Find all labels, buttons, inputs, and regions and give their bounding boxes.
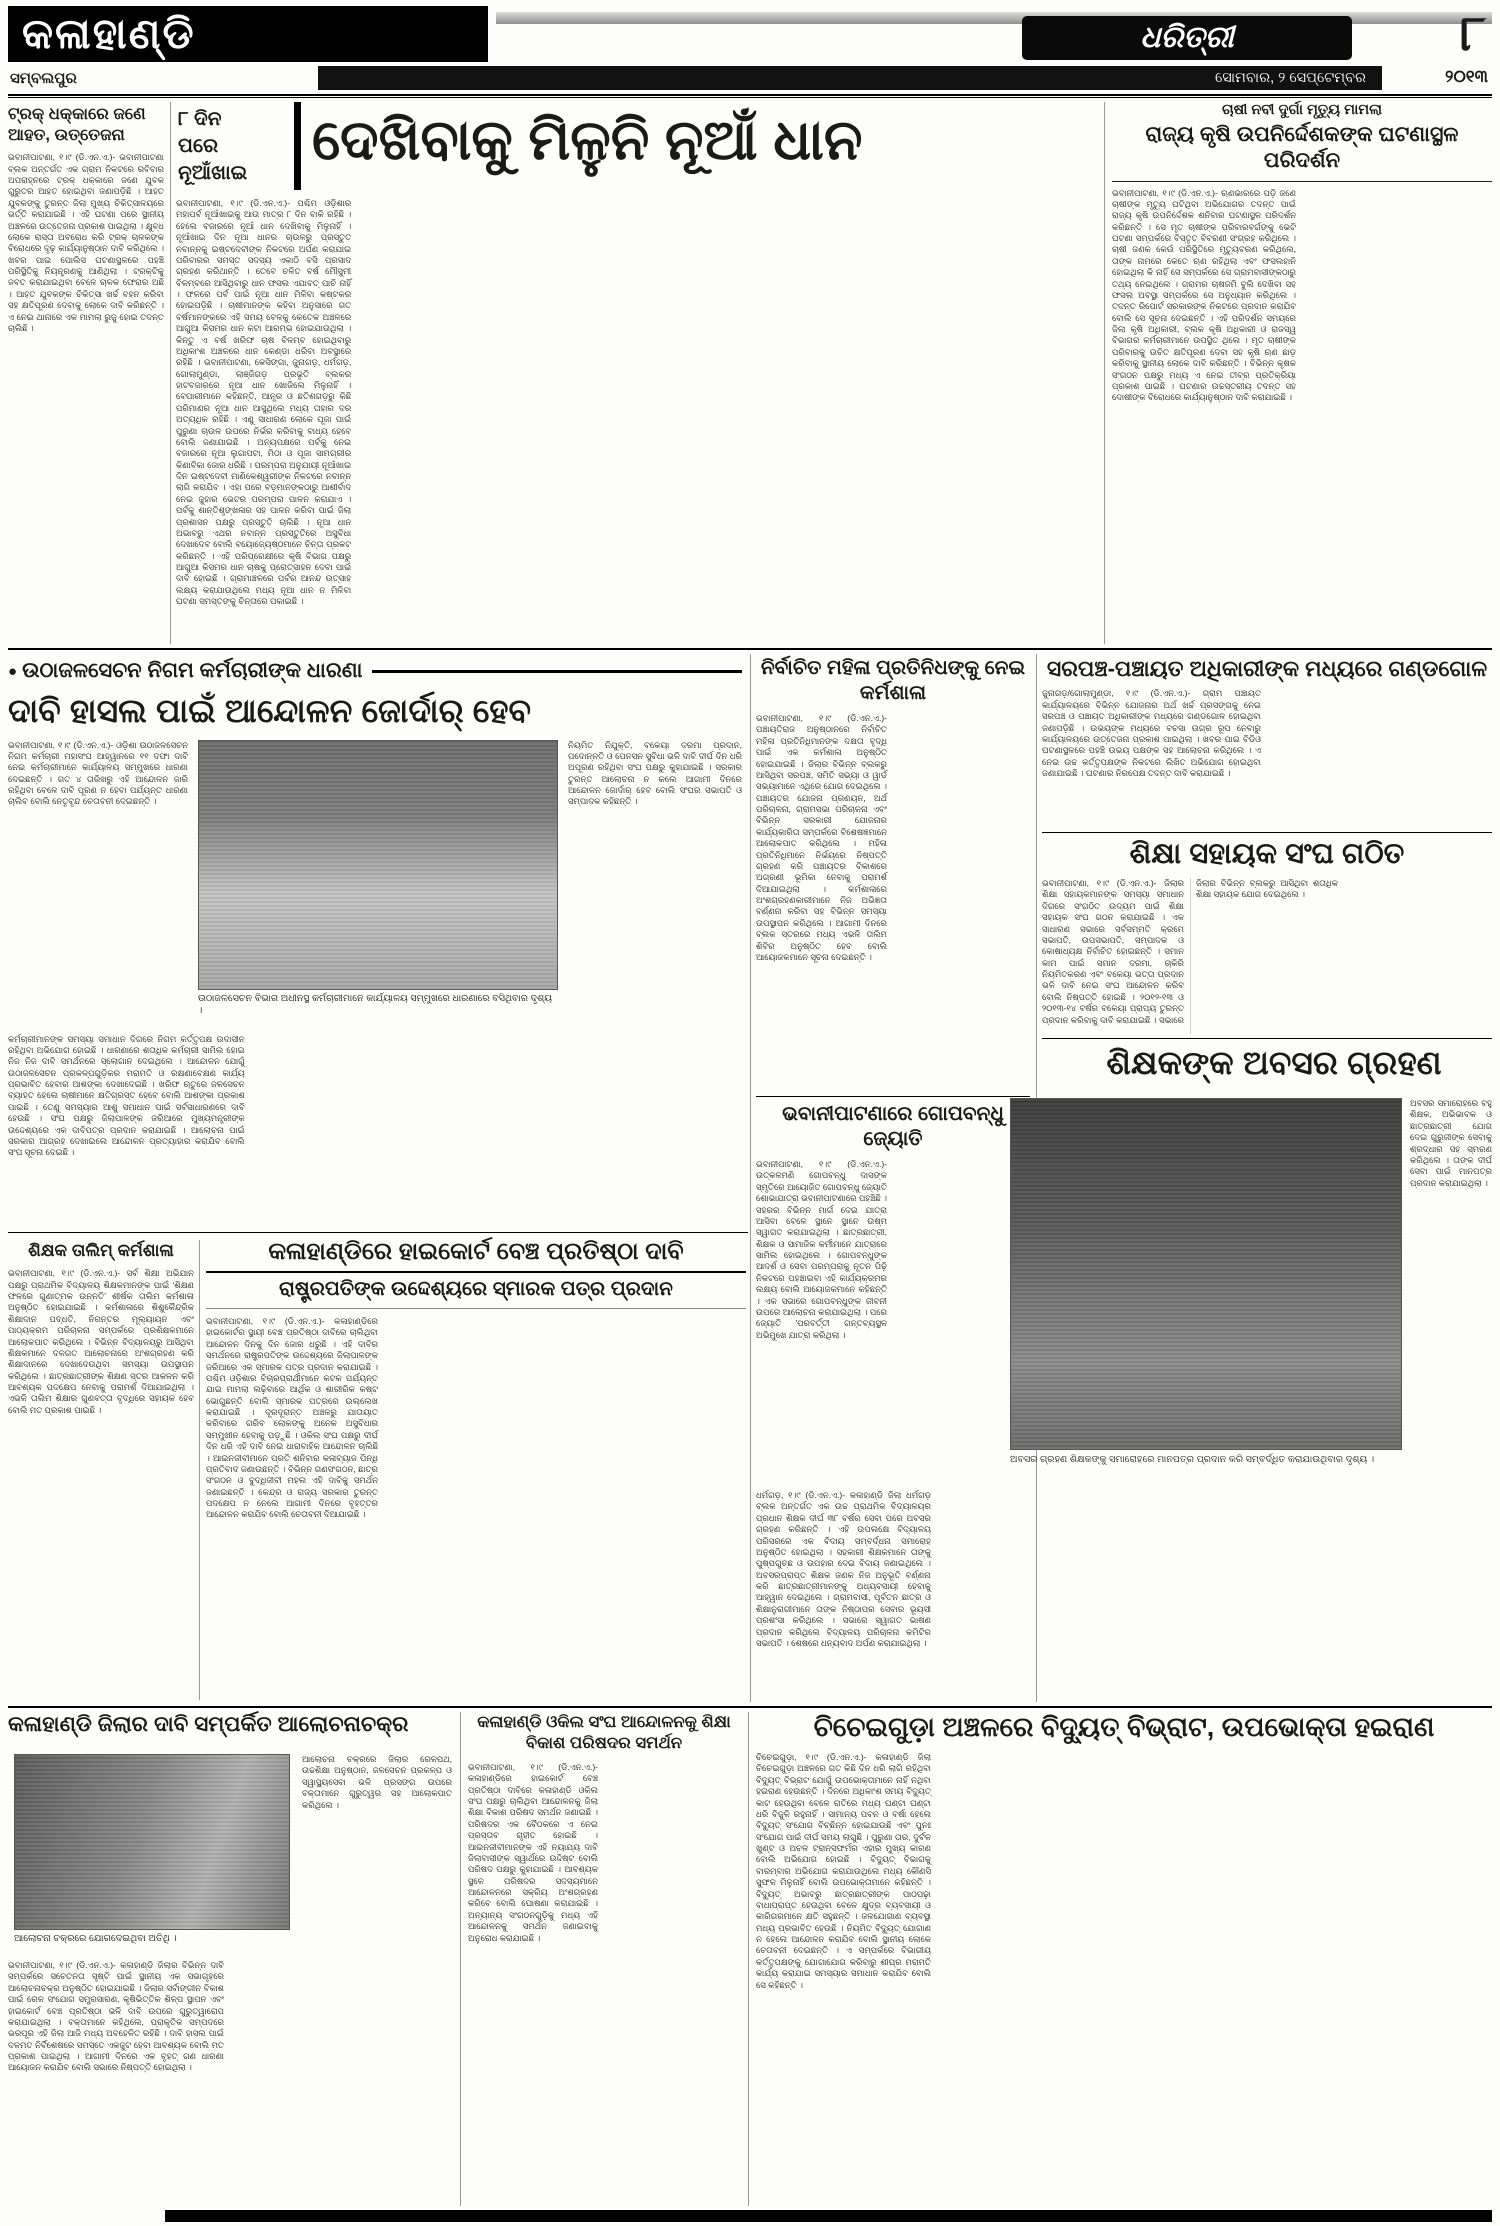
section-rule [8,1232,748,1233]
article-teacher-training [8,1240,194,1700]
article-body: ଭବାନୀପାଟଣା, ୧।୯ (ଡି.ଏନ.ଏ.)- ଭବାନୀପାଟଣା ବ୍ଲକ ଅନ୍ତର୍ଗତ ଏକ ଗ୍ରାମ ନିକଟରେ ରବିବାର ଅପରାହ୍ନରେ ଟ୍ରକ୍ ଧକ୍କାରେ ଜଣେ ଯୁବକ ଗୁରୁତର ଆହତ ହୋଇଥିବା ଜଣାପଡ଼ିଛି । ଆହତ ଯୁବକଙ୍କୁ ତୁରନ୍ତ ଜିଲା ମୁଖ୍ୟ ଚିକିତ୍ସାଳୟରେ ଭର୍ତ୍ତି କରାଯାଇଛି । ଏହି ଘଟଣା ପରେ ସ୍ଥାନୀୟ ଅଞ୍ଚଳରେ ଉତ୍ତେଜନା ପ୍ରକାଶ ପାଇଥିଲା । କ୍ଷୁବ୍ଧ ଲୋକେ ରାସ୍ତା ଅବରୋଧ କରି ଟ୍ରକ୍ ଚାଳକଙ୍କ ବିରୋଧରେ ଦୃଢ଼ କାର୍ଯ୍ୟାନୁଷ୍ଠାନ ଦାବି କରିଥିଲେ । ଖବର ପାଇ ପୋଲିସ ଘଟଣାସ୍ଥଳରେ ପହଞ୍ଚି ପରିସ୍ଥିତିକୁ ନିୟନ୍ତ୍ରଣକୁ ଆଣିଥିଲା । ଟ୍ରକ୍‌ଟିକୁ ଜବତ କରାଯାଇଥିବା ବେଳେ ଚାଳକ ଫେରାର ଅଛି । ଆହତ ଯୁବକଙ୍କ ଚିକିତ୍ସା ଖର୍ଚ୍ଚ ବହନ କରିବା ସହ କ୍ଷତିପୂରଣ ଦେବାକୁ ଲୋକେ ଦାବି କରିଛନ୍ତି । ଏ ନେଇ ଥାନାରେ ଏକ ମାମଲା ରୁଜୁ ହୋଇ ତଦନ୍ତ ଚାଲିଛି । [8,152,164,333]
city-name: ସମ୍ବଲପୁର [10,69,77,87]
article-body-bottom: କର୍ମଚାରୀମାନଙ୍କ ସମସ୍ୟା ସମାଧାନ ଦିଗରେ ନିଗମ କର୍ତ୍ତୃପକ୍ଷ ଉଦାସୀନ ରହିଥିବା ଅଭିଯୋଗ ହୋଇଛି । ଧାରଣାରେ ଶତାଧିକ କର୍ମଚାରୀ ସାମିଲ ହୋଇ ନିଜ ନିଜ ଦାବି ସମର୍ଥନରେ ସ୍ଲୋଗାନ ଦେଇଥିଲେ । ଆନ୍ଦୋଳନ ଯୋଗୁଁ ଉଠାଜଳସେଚନ ପ୍ରକଳ୍ପଗୁଡ଼ିକର ମରାମତି ଓ ରକ୍ଷଣାବେକ୍ଷଣ କାର୍ଯ୍ୟ ପ୍ରଭାବିତ ହେବାର ଆଶଙ୍କା ଦେଖାଦେଇଛି । ଖରିଫ ଋତୁରେ ଜଳସେଚନ ବ୍ୟାହତ ହେଲେ ଚାଷୀମାନେ କ୍ଷତିଗ୍ରସ୍ତ ହେବେ ବୋଲି ଆଶଙ୍କା ପ୍ରକାଶ ପାଇଛି । ତେଣୁ ସମସ୍ୟାର ଆଶୁ ସମାଧାନ ପାଇଁ ସର୍ବସାଧାରଣରେ ଦାବି ହେଉଛି । ସଂଘ ପକ୍ଷରୁ ଜିଲାପାଳଙ୍କ ଜରିଆରେ ମୁଖ୍ୟମନ୍ତ୍ରୀଙ୍କ ଉଦ୍ଦେଶ୍ୟରେ ଏକ ଦାବିପତ୍ର ପ୍ରଦାନ କରାଯାଇଛି । ଆଲୋଚନା ପାଇଁ ସରକାର ଆଗ୍ରହ ଦେଖାଇଲେ ଆନ୍ଦୋଳନ ପ୍ରତ୍ୟାହାର କରାଯିବ ବୋଲି ସଂଘ ସୂଚନା ଦେଇଛି । [8,1033,245,1158]
column-divider [1104,102,1105,644]
bullet-icon: ● [8,662,18,680]
bottom-edge-bar [165,2210,1492,2222]
column-divider [748,1712,749,2206]
edition-name: କଳାହାଣ୍ଡି [22,9,196,57]
year-value: ୨୦୧୩ [1445,67,1488,86]
article-title: ଚିଚେଇଗୁଡ଼ା ଅଞ୍ଚଳରେ ବିଦ୍ୟୁତ୍ ବିଭ୍ରାଟ, ଉପଭୋକ୍ତା ହଇରାଣ [813,1712,1435,1742]
article-district-demands-seminar [8,1712,452,2206]
kicker-line: ୮ ଦିନ [178,108,222,130]
article-title: ରାଜ୍ୟ କୃଷି ଉପନିର୍ଦ୍ଦେଶକଙ୍କ ଘଟଣାସ୍ଥଳ ପରିଦର୍ଶନ [1112,122,1492,182]
article-title: ଶିକ୍ଷକ ତାଲିମ୍ କର୍ମଶାଳା [28,1241,174,1260]
article-body: ଭବାନୀପାଟଣା, ୧।୯ (ଡି.ଏନ.ଏ.)- କଳାହାଣ୍ଡି ଜିଲାର ବିଭିନ୍ନ ଦାବି ସମ୍ପର୍କରେ ସଚେତନତା ସୃଷ୍ଟି ପାଇଁ ସ୍ଥାନୀୟ ଏକ ସଭାଗୃହରେ ଆଲୋଚନାଚକ୍ର ଅନୁଷ୍ଠିତ ହୋଇଯାଇଛି । ଜିଲାର ସର୍ବାଙ୍ଗୀନ ବିକାଶ ପାଇଁ ରେଳ ସଂଯୋଗ ସମ୍ପ୍ରସାରଣ, କୃଷିଭିତ୍ତିକ ଶିଳ୍ପ ସ୍ଥାପନ ଏବଂ ହାଇକୋର୍ଟ ବେଞ୍ଚ ପ୍ରତିଷ୍ଠା ଭଳି ଦାବି ଉପରେ ଗୁରୁତ୍ୱାରୋପ କରାଯାଇଥିଲା । ବକ୍ତାମାନେ କହିଥିଲେ, ପ୍ରାକୃତିକ ସମ୍ପଦରେ ଭରପୂର ଏହି ଜିଲା ଆଜି ମଧ୍ୟ ଅବହେଳିତ ରହିଛି । ଦାବି ହାସଲ ପାଇଁ ଦଳମତ ନିର୍ବିଶେଷରେ ସମସ୍ତେ ଏକଜୁଟ ହେବା ଆବଶ୍ୟକ ବୋଲି ମତ ପ୍ରକାଶ ପାଇଥିଲା । ଆଗାମୀ ଦିନରେ ଏକ ବୃହତ୍ ଗଣ ଧାରଣା ଆୟୋଜନ କରାଯିବ ବୋଲି ସଭାରେ ନିଷ୍ପତ୍ତି ହୋଇଥିଲା । [8,1960,224,2073]
section-rule [1042,1038,1492,1039]
article-power-disruption [756,1712,1492,2206]
date-bar [318,66,1382,90]
photo-caption: ଉଠାଜଳସେଚନ ବିଭାଗ ଅଧୀନସ୍ଥ କର୍ମଚାରୀମାନେ କାର୍ଯ୍ୟାଳୟ ସମ୍ମୁଖରେ ଧାରଣାରେ ବସିଥିବାର ଦୃଶ୍ୟ । [198,992,552,1016]
article-title: ସରପଞ୍ଚ-ପଞ୍ଚାୟତ ଅଧିକାରୀଙ୍କ ମଧ୍ୟରେ ଗଣ୍ଡଗୋଳ [1046,656,1488,681]
article-body: ଜୁନାଗଡ଼/ଗୋଲାମୁଣ୍ଡା, ୧।୯ (ଡି.ଏନ.ଏ.)- ଗ୍ରାମ ପଞ୍ଚାୟତ କାର୍ଯ୍ୟାଳୟରେ ବିଭିନ୍ନ ଯୋଜନାର ଅର୍ଥ ଖର୍ଚ୍ଚ ପ୍ରସଙ୍ଗକୁ ନେଇ ସରପଞ୍ଚ ଓ ପଞ୍ଚାୟତ ଅଧିକାରୀଙ୍କ ମଧ୍ୟରେ ଗଣ୍ଡଗୋଳ ହୋଇଥିବା ଜଣାପଡ଼ିଛି । ଉଭୟଙ୍କ ମଧ୍ୟରେ ବଚସା ଉଗ୍ର ରୂପ ନେବାରୁ କାର୍ଯ୍ୟାଳୟରେ ଉତ୍ତେଜନା ପ୍ରକାଶ ପାଇଥିଲା । ଖବର ପାଇ ବିଡିଓ ଘଟଣାସ୍ଥଳରେ ପହଞ୍ଚି ଉଭୟ ପକ୍ଷଙ୍କ ସହ ଆଲୋଚନା କରିଥିଲେ । ଏ ନେଇ ଉଚ୍ଚ କର୍ତ୍ତୃପକ୍ଷଙ୍କ ନିକଟରେ ଲିଖିତ ଅଭିଯୋଗ ହୋଇଥିବା ଜଣାଯାଇଛି । ଘଟଣାର ନିରପେକ୍ଷ ତଦନ୍ତ ଦାବି କରାଯାଇଛି । [1042,688,1261,779]
article-body: ଭବାନୀପାଟଣା, ୧।୯ (ଡି.ଏନ.ଏ.)- ଋଣଭାରରେ ପଡ଼ି ଜଣେ ଚାଷୀଙ୍କ ମୃତ୍ୟୁ ଘଟିଥିବା ଅଭିଯୋଗର ତଦନ୍ତ ପାଇଁ ରାଜ୍ୟ କୃଷି ଉପନିର୍ଦ୍ଦେଶକ ଶନିବାର ଘଟଣାସ୍ଥଳ ପରିଦର୍ଶନ କରିଛନ୍ତି । ସେ ମୃତ ଚାଷୀଙ୍କ ପରିବାରବର୍ଗଙ୍କୁ ଭେଟି ଘଟଣା ସମ୍ପର୍କରେ ବିସ୍ତୃତ ବିବରଣୀ ସଂଗ୍ରହ କରିଥିଲେ । ଚାଷୀ ଜଣକ କେଉଁ ପରିସ୍ଥିତିରେ ମୃତ୍ୟୁବରଣ କରିଥିଲେ, ତାଙ୍କ ନାମରେ କେତେ ଋଣ ରହିଥିଲା ଏବଂ ଫସଲହାନି ହୋଇଥିଲା କି ନାହିଁ ସେ ସମ୍ପର୍କରେ ସେ ଗ୍ରାମବାସୀଙ୍କଠାରୁ ତଥ୍ୟ ନେଇଥିଲେ । ଗ୍ରାମର ଚାଷଜମି ବୁଲି ଦେଖିବା ସହ ଫସଲ ଅବସ୍ଥା ସମ୍ପର୍କରେ ସେ ଅନୁଧ୍ୟାନ କରିଥିଲେ । ତଦନ୍ତ ରିପୋର୍ଟ ସରକାରଙ୍କ ନିକଟରେ ପ୍ରଦାନ କରାଯିବ ବୋଲି ସେ ସୂଚନା ଦେଇଛନ୍ତି । ଏହି ପରିଦର୍ଶନ ସମୟରେ ଜିଲା କୃଷି ଅଧିକାରୀ, ବ୍ଲକ କୃଷି ଅଧିକାରୀ ଓ ରାଜସ୍ୱ ବିଭାଗର କର୍ମଚାରୀମାନେ ଉପସ୍ଥିତ ଥିଲେ । ମୃତ ଚାଷୀଙ୍କ ପରିବାରକୁ ଉଚିତ କ୍ଷତିପୂରଣ ଦେବା ସହ କୃଷି ଋଣ ଛାଡ଼ କରିବାକୁ ସ୍ଥାନୀୟ ଲୋକେ ଦାବି କରିଛନ୍ତି । ବିଭିନ୍ନ କୃଷକ ସଂଗଠନ ପକ୍ଷରୁ ମଧ୍ୟ ଏ ନେଇ ତୀବ୍ର ପ୍ରତିକ୍ରିୟା ପ୍ରକାଶ ପାଇଛି । ଘଟଣାର ଉଚ୍ଚସ୍ତରୀୟ ତଦନ୍ତ ସହ ଦୋଷୀଙ୍କ ବିରୋଧରେ କାର୍ଯ୍ୟାନୁଷ୍ଠାନ ଦାବି କରାଯାଇଛି । [1112,187,1296,403]
retirement-photo-figure [1010,1098,1402,1450]
article-body-side: ଆଲୋଚନା ଚକ୍ରରେ ଜିଲାର ରେଳପଥ, ଉଚ୍ଚଶିକ୍ଷା ଅନୁଷ୍ଠାନ, ଜଳସେଚନ ପ୍ରକଳ୍ପ ଓ ସ୍ୱାସ୍ଥ୍ୟସେବା ଭଳି ପ୍ରସଙ୍ଗ ଉପରେ ବକ୍ତାମାନେ ଗୁରୁତ୍ୱର ସହ ଆଲୋକପାତ କରିଥିଲେ । [302,1754,452,1810]
article-body: ଭବାନୀପାଟଣା, ୧।୯ (ଡି.ଏନ.ଏ.)- କଳାହାଣ୍ଡିରେ ହାଇକୋର୍ଟ ବେଞ୍ଚ ପ୍ରତିଷ୍ଠା ଦାବିରେ କଳାହାଣ୍ଡି ଓକିଲ ସଂଘ ପକ୍ଷରୁ ଚାଲିଥିବା ଆନ୍ଦୋଳନକୁ ଜିଲା ଶିକ୍ଷା ବିକାଶ ପରିଷଦ ସମର୍ଥନ ଜଣାଇଛି । ପରିଷଦର ଏକ ବୈଠକରେ ଏ ନେଇ ପ୍ରସ୍ତାବ ଗୃହୀତ ହୋଇଛି । ଆଇନଜୀବୀମାନଙ୍କ ଏହି ନ୍ୟାଯ୍ୟ ଦାବି ଜିଲାବାସୀଙ୍କ ସ୍ୱାର୍ଥରେ ଉଦ୍ଦିଷ୍ଟ ବୋଲି ପରିଷଦ ପକ୍ଷରୁ କୁହାଯାଇଛି । ଆବଶ୍ୟକ ସ୍ଥଳେ ପରିଷଦର ସଦସ୍ୟମାନେ ଆନ୍ଦୋଳନରେ ସକ୍ରିୟ ଅଂଶଗ୍ରହଣ କରିବେ ବୋଲି ଘୋଷଣା କରାଯାଇଛି । ଅନ୍ୟାନ୍ୟ ସଂଗଠନଗୁଡ଼ିକୁ ମଧ୍ୟ ଏହି ଆନ୍ଦୋଳନକୁ ସମର୍ଥନ ଜଣାଇବାକୁ ଅନୁରୋଧ କରାଯାଇଛି । [468,1761,598,1943]
photo-caption: ଆଲୋଚନା ଚକ୍ରରେ ଯୋଗଦେଇଥିବା ଅତିଥି । [14,1933,177,1944]
article-title: କଳାହାଣ୍ଡି ଓକିଲ ସଂଘ ଆନ୍ଦୋଳନକୁ ଶିକ୍ଷା ବିକାଶ ପରିଷଦର ସମର୍ଥନ [477,1713,731,1753]
page-number-value: ୮ [1459,4,1486,61]
column-divider [170,102,171,644]
year-label [1390,63,1492,91]
article-body: ଚିଚେଇଗୁଡ଼ା, ୧।୯ (ଡି.ଏନ.ଏ.)- କଳାହାଣ୍ଡି ଜିଲା ଚିଚେଇଗୁଡ଼ା ଅଞ୍ଚଳରେ ଗତ କିଛି ଦିନ ଧରି ଲାଗି ରହିଥିବା ବିଦ୍ୟୁତ୍ ବିଭ୍ରାଟ ଯୋଗୁଁ ଉପଭୋକ୍ତାମାନେ ନାହିଁ ନଥିବା ହଇରାଣ ହେଉଛନ୍ତି । ଦିନରେ ଅଧିକାଂଶ ସମୟ ବିଦ୍ୟୁତ୍ କାଟ ହେଉଥିବା ବେଳେ ରାତିରେ ମଧ୍ୟ ଘଣ୍ଟା ଘଣ୍ଟା ଧରି ବିଜୁଳି ରହୁନାହିଁ । ସାମାନ୍ୟ ପବନ ଓ ବର୍ଷା ହେଲେ ବିଦ୍ୟୁତ୍ ସଂଯୋଗ ବିଚ୍ଛିନ୍ନ ହୋଇଯାଉଛି ଏବଂ ପୁନଃ ସଂଯୋଗ ପାଇଁ ଦୀର୍ଘ ସମୟ ଲାଗୁଛି । ପୁରୁଣା ତାର, ଦୁର୍ବଳ ଖୁଣ୍ଟ ଓ ଅଚଳ ଟ୍ରାନ୍ସଫର୍ମର ଏହାର ମୁଖ୍ୟ କାରଣ ବୋଲି ଅଭିଯୋଗ ହୋଇଛି । ବିଦ୍ୟୁତ୍ ବିଭାଗକୁ ବାରମ୍ବାର ଅଭିଯୋଗ କରାଯାଉଥିଲେ ମଧ୍ୟ କୌଣସି ସୁଫଳ ମିଳୁନାହିଁ ବୋଲି ଉପଭୋକ୍ତାମାନେ କହିଛନ୍ତି । ବିଦ୍ୟୁତ୍ ଅଭାବରୁ ଛାତ୍ରଛାତ୍ରୀଙ୍କ ପାଠପଢ଼ା ବାଧାପ୍ରାପ୍ତ ହେଉଥିବା ବେଳେ କ୍ଷୁଦ୍ର ବ୍ୟବସାୟୀ ଓ କାରିଗରମାନେ କ୍ଷତି ସହୁଛନ୍ତି । ଜଳଯୋଗାଣ ବ୍ୟବସ୍ଥା ମଧ୍ୟ ପ୍ରଭାବିତ ହେଉଛି । ନିୟମିତ ବିଦ୍ୟୁତ୍ ଯୋଗାଣ ନ ହେଲେ ଆନ୍ଦୋଳନ କରାଯିବ ବୋଲି ସ୍ଥାନୀୟ ଲୋକେ ଚେତାବନୀ ଦେଇଛନ୍ତି । ଏ ସମ୍ପର୍କରେ ବିଭାଗୀୟ କର୍ତ୍ତୃପକ୍ଷଙ୍କୁ ଯୋଗାଯୋଗ କରିବାରୁ ଶୀଘ୍ର ମରାମତି କାର୍ଯ୍ୟ କରାଯାଇ ସମସ୍ୟାର ସମାଧାନ କରାଯିବ ବୋଲି ସେ କହିଛନ୍ତି । [756,1752,931,1990]
article-title: ଦାବି ହାସଲ ପାଇଁ ଆନ୍ଦୋଳନ ଜୋର୍ଦାର୍ ହେବ [8,692,532,729]
city-label [10,64,77,92]
kicker-line: ପରେ [178,135,219,157]
article-body: ଭବାନୀପାଟଣା, ୧।୯ (ଡି.ଏନ.ଏ.)- ଉତ୍କଳମଣି ଗୋପବନ୍ଧୁ ଦାସଙ୍କ ସ୍ମୃତିରେ ଆୟୋଜିତ ଗୋପବନ୍ଧୁ ଜ୍ୟୋତି ଶୋଭାଯାତ୍ରା ଭବାନୀପାଟଣାରେ ପହଞ୍ଚିଛି । ସହରର ବିଭିନ୍ନ ମାର୍ଗ ଦେଇ ଯାତ୍ରା ଆସିବା ବେଳେ ସ୍ଥାନେ ସ୍ଥାନେ ଉଷ୍ମ ସ୍ୱାଗତ କରାଯାଇଥିଲା । ଛାତ୍ରଛାତ୍ରୀ, ଶିକ୍ଷକ ଓ ସାମାଜିକ କର୍ମୀମାନେ ଯାତ୍ରାରେ ସାମିଲ ହୋଇଥିଲେ । ଗୋପବନ୍ଧୁଙ୍କ ଆଦର୍ଶ ଓ ସେବା ପରମ୍ପରାକୁ ନୂତନ ପିଢ଼ି ନିକଟରେ ପହଞ୍ଚାଇବା ଏହି କାର୍ଯ୍ୟକ୍ରମର ଲକ୍ଷ୍ୟ ବୋଲି ଆୟୋଜକମାନେ କହିଛନ୍ତି । ଏକ ସଭାରେ ଗୋପବନ୍ଧୁଙ୍କ ଜୀବନୀ ଉପରେ ଆଲୋଚନା କରାଯାଇଥିଲା । ପରେ ଜ୍ୟୋତି 'ପରବର୍ତ୍ତୀ ଗନ୍ତବ୍ୟସ୍ଥଳ ଅଭିମୁଖେ ଯାତ୍ରା କରିଥିଲା । [756,1159,887,1340]
article-farmer-death-inspection [1112,102,1492,644]
article-lawyers-support [468,1712,740,2206]
article-body-right: ନିୟମିତ ନିଯୁକ୍ତି, ବକେୟା ଦରମା ପ୍ରଦାନ, ପଦୋନ୍ନତି ଓ ପେନସନ ସୁବିଧା ଭଳି ଦାବି ଦୀର୍ଘ ଦିନ ଧରି ଅପୂରଣ ରହିଥିବା ସଂଘ ପକ୍ଷରୁ କୁହାଯାଇଛି । ସରକାର ତୁରନ୍ତ ଆଲୋଚନା ନ କଲେ ଆଗାମୀ ଦିନରେ ଆନ୍ଦୋଳନ ଜୋର୍ଦାର୍ ହେବ ବୋଲି ସଂଘର ସଭାପତି ଓ ସମ୍ପାଦକ କହିଛନ୍ତି । [568,739,742,807]
kicker-rule [372,670,742,673]
article-title: କଳାହାଣ୍ଡି ଜିଲାର ଦାବି ସମ୍ପର୍କିତ ଆଲୋଚନାଚକ୍ର [8,1712,409,1736]
section-rule [1042,832,1492,833]
main-headline: ଦେଖିବାକୁ ମିଳୁନି ନୂଆଁ ଧାନ [312,107,863,171]
article-body: ଭବାନୀପାଟଣା, ୧।୯ (ଡି.ଏନ.ଏ.)- ପଞ୍ଚାୟତିରାଜ ଅନୁଷ୍ଠାନରେ ନିର୍ବାଚିତ ମହିଳା ପ୍ରତିନିଧିମାନଙ୍କ ଦକ୍ଷତା ବୃଦ୍ଧି ପାଇଁ ଏକ କର୍ମଶାଳା ଅନୁଷ୍ଠିତ ହୋଇଯାଇଛି । ଜିଲାର ବିଭିନ୍ନ ବ୍ଲକରୁ ଆସିଥିବା ସରପଞ୍ଚ, ସମିତି ସଭ୍ୟା ଓ ୱାର୍ଡ ସଭ୍ୟାମାନେ ଏଥିରେ ଯୋଗ ଦେଇଥିଲେ । ପଞ୍ଚାୟତର ଯୋଜନା ପ୍ରଣୟନ, ଅର୍ଥ ପରିଚାଳନା, ଗ୍ରାମସଭା ପରିଚାଳନା ଏବଂ ବିଭିନ୍ନ ସରକାରୀ ଯୋଜନାର କାର୍ଯ୍ୟକାରିତା ସମ୍ପର୍କରେ ବିଶେଷଜ୍ଞମାନେ ଆଲୋକପାତ କରିଥିଲେ । ମହିଳା ପ୍ରତିନିଧିମାନେ ନିର୍ଭୟରେ ନିଷ୍ପତ୍ତି ଗ୍ରହଣ କରି ପଞ୍ଚାୟତର ବିକାଶରେ ଅଗ୍ରଣୀ ଭୂମିକା ନେବାକୁ ପରାମର୍ଶ ଦିଆଯାଇଥିଲା । କର୍ମଶାଳାରେ ଅଂଶଗ୍ରହଣକାରୀମାନେ ନିଜ ଅଭିଜ୍ଞତା ବର୍ଣ୍ଣନା କରିବା ସହ ବିଭିନ୍ନ ସମସ୍ୟା ଉପସ୍ଥାପନ କରିଥିଲେ । ଆଗାମୀ ଦିନରେ ବ୍ଲକ ସ୍ତରରେ ମଧ୍ୟ ଏଭଳି ତାଲିମ ଶିବିର ଅନୁଷ୍ଠିତ ହେବ ବୋଲି ଆୟୋଜକମାନେ ସୂଚନା ଦେଇଛନ୍ତି । [756,713,887,962]
article-kicker-row [8,656,742,686]
article-body: ଭବାନୀପାଟଣା, ୧।୯ (ଡି.ଏନ.ଏ.)- ଜିଲାର ଶିକ୍ଷା ସହାୟକମାନଙ୍କ ସମସ୍ୟା ସମାଧାନ ଦିଗରେ ସଂଗଠିତ ଉଦ୍ୟମ ପାଇଁ ଶିକ୍ଷା ସହାୟକ ସଂଘ ଗଠନ କରାଯାଇଛି । ଏକ ସାଧାରଣ ସଭାରେ ସର୍ବସମ୍ମତି କ୍ରମେ ସଭାପତି, ଉପସଭାପତି, ସମ୍ପାଦକ ଓ କୋଷାଧ୍ୟକ୍ଷ ନିର୍ବାଚିତ ହୋଇଛନ୍ତି । ସମାନ କାମ ପାଇଁ ସମାନ ଦରମା, ଚାକିରି ନିୟମିତକରଣ ଏବଂ ବକେୟା ଭତ୍ତା ପ୍ରଦାନ ଭଳି ଦାବି ନେଇ ସଂଘ ଆନ୍ଦୋଳନ କରିବ ବୋଲି ନିଷ୍ପତ୍ତି ହୋଇଛି । ୨୦୧୨-୧୩ ଓ ୨୦୧୩-୧୪ ବର୍ଷର ବକେୟା ପ୍ରାପ୍ୟ ତୁରନ୍ତ ପ୍ରଦାନ କରିବାକୁ ଦାବି କରାଯାଇଛି । ସଭାରେ ଜିଲାର ବିଭିନ୍ନ ବ୍ଲକରୁ ଆସିଥିବା ଶତାଧିକ ଶିକ୍ଷା ସହାୟକ ଯୋଗ ଦେଇଥିଲେ । [1042,878,1338,1025]
page-number [1396,2,1492,64]
article-body-side: ଅବସର ସମାରୋହରେ ବହୁ ଶିକ୍ଷକ, ଅଭିଭାବକ ଓ ଛାତ୍ରଛାତ୍ରୀ ଯୋଗ ଦେଇ ଗୁରୁଜୀଙ୍କ ସେବାକୁ ଶ୍ରଦ୍ଧାର ସହ ସ୍ମରଣ କରିଥିଲେ । ତାଙ୍କ ଦୀର୍ଘ ସେବା ପାଇଁ ମାନପତ୍ର ପ୍ରଦାନ କରାଯାଇଥିଲା । [1410,1098,1492,1188]
column-divider [199,1240,200,1700]
article-highcourt-bench [206,1238,746,1700]
headline-divider-bar [294,102,301,190]
article-kicker: ଚାଷୀ ନବୀ ଦୁର୍ଗା ମୃତ୍ୟୁ ମାମଲା [1221,102,1382,118]
article-title: ନିର୍ବାଚିତ ମହିଳା ପ୍ରତିନିଧଙ୍କୁ ନେଇ କର୍ମଶାଳା [760,657,1026,704]
dharana-photo-figure [198,740,558,1026]
column-divider [460,1712,461,2206]
article-shiksha-sahayak-union [1042,838,1492,1034]
article-body-left: ଭବାନୀପାଟଣା, ୧।୯ (ଡି.ଏନ.ଏ.)- ଓଡ଼ିଶା ଉଠାଜଳସେଚନ ନିଗମ କର୍ମଚାରୀ ମହାସଂଘ ଆହ୍ୱାନରେ ୧୧ ଦଫା ଦାବି ନେଇ କର୍ମଚାରୀମାନେ କାର୍ଯ୍ୟାଳୟ ସମ୍ମୁଖରେ ଧାରଣା ଦେଇଛନ୍ତି । ଗତ ୪ ତାରିଖରୁ ଏହି ଆନ୍ଦୋଳନ ଜାରି ରହିଥିବା ବେଳେ ଦାବି ପୂରଣ ନ ହେବା ପର୍ଯ୍ୟନ୍ତ ଧାରଣା ଚାଲିବ ବୋଲି ନେତୃବୃନ୍ଦ ଚେତାବନୀ ଦେଇଛନ୍ତି । [8,739,188,807]
article-title: ଟ୍ରକ୍ ଧକ୍କାରେ ଜଣେ ଆହତ, ଉତ୍ତେଜନା [8,105,146,144]
section-rule [8,1706,1492,1708]
article-body: ଭବାନୀପାଟଣା, ୧।୯ (ଡି.ଏନ.ଏ.)- ସର୍ବ ଶିକ୍ଷା ଅଭିଯାନ ପକ୍ଷରୁ ପ୍ରାଥମିକ ବିଦ୍ୟାଳୟ ଶିକ୍ଷକମାନଙ୍କ ପାଇଁ ‘ଶିକ୍ଷଣ ଫଳରେ ଗୁଣାତ୍ମକ ଉନ୍ନତି’ ଶୀର୍ଷକ ତାଲିମ କର୍ମଶାଳା ଅନୁଷ୍ଠିତ ହୋଇଯାଇଛି । କର୍ମଶାଳାରେ ଶିଶୁକୈନ୍ଦ୍ରିକ ଶିକ୍ଷାଦାନ ପଦ୍ଧତି, ନିରନ୍ତର ମୂଲ୍ୟାୟନ ଏବଂ ପାଠ୍ୟକ୍ରମ ପରିଚାଳନା ସମ୍ପର୍କରେ ପ୍ରଶିକ୍ଷକମାନେ ଆଲୋକପାତ କରିଥିଲେ । ବିଭିନ୍ନ ବିଦ୍ୟାଳୟରୁ ଆସିଥିବା ଶିକ୍ଷକମାନେ ଦଳଗତ ଆଲୋଚନାରେ ଅଂଶଗ୍ରହଣ କରି ଶିକ୍ଷାଦାନରେ ଦେଖାଦେଉଥିବା ସମସ୍ୟା ଉପସ୍ଥାପନ କରିଥିଲେ । ଛାତ୍ରଛାତ୍ରୀଙ୍କ ଶିକ୍ଷଣ ସ୍ତର ଆକଳନ କରି ଆବଶ୍ୟକ ପଦକ୍ଷେପ ନେବାକୁ ପରାମର୍ଶ ଦିଆଯାଇଥିଲା । ଏଭଳି ତାଲିମ ଶିକ୍ଷାର ଗୁଣବତ୍ତା ବୃଦ୍ଧିରେ ସହାୟକ ହେବ ବୋଲି ମତ ପ୍ରକାଶ ପାଇଛି । [8,1268,194,1415]
article-body: ଭବାନୀପାଟଣା, ୧।୯ (ଡି.ଏନ.ଏ.)- କଳାହାଣ୍ଡିରେ ହାଇକୋର୍ଟର ସ୍ଥାୟୀ ବେଞ୍ଚ ପ୍ରତିଷ୍ଠା ଦାବିରେ ଚାଲିଥିବା ଆନ୍ଦୋଳନ ଦିନକୁ ଦିନ ଜୋର ଧରୁଛି । ଏହି ଦାବିର ସମର୍ଥନରେ ରାଷ୍ଟ୍ରପତିଙ୍କ ଉଦ୍ଦେଶ୍ୟରେ ଜିଲାପାଳଙ୍କ ଜରିଆରେ ଏକ ସ୍ମାରକ ପତ୍ର ପ୍ରଦାନ କରାଯାଇଛି । ପଶ୍ଚିମ ଓଡ଼ିଶାର ବିଚାରପ୍ରାର୍ଥୀମାନେ କଟକ ପର୍ଯ୍ୟନ୍ତ ଯାଇ ମାମଲା ଲଢ଼ିବାରେ ଆର୍ଥିକ ଓ ଶାରୀରିକ କଷ୍ଟ ଭୋଗୁଛନ୍ତି ବୋଲି ସ୍ମାରକ ପତ୍ରରେ ଉଲ୍ଲେଖ କରାଯାଇଛି । ଦୂରଦୂରାନ୍ତ ଅଞ୍ଚଳରୁ ଯାତାୟାତ କରିବାରେ ଗରିବ ଲୋକଙ୍କୁ ଅନେକ ଅସୁବିଧାର ସମ୍ମୁଖୀନ ହେବାକୁ ପଡ଼ୁଛି । ଓକିଲ ସଂଘ ପକ୍ଷରୁ ଦୀର୍ଘ ଦିନ ଧରି ଏହି ଦାବି ନେଇ ଧାରାବାହିକ ଆନ୍ଦୋଳନ ଚାଲିଛି । ଆଇନଜୀବୀମାନେ ପ୍ରତି ଶନିବାର କଳାବ୍ୟାଜ ପିନ୍ଧି ପ୍ରତିବାଦ ଜଣାଉଛନ୍ତି । ବିଭିନ୍ନ ଗଣସଂଗଠନ, ଛାତ୍ର ସଂଗଠନ ଓ ବୁଦ୍ଧିଜୀବୀ ମହଲ ଏହି ଦାବିକୁ ସମର୍ଥନ ଜଣାଇଛନ୍ତି । କେନ୍ଦ୍ର ଓ ରାଜ୍ୟ ସରକାର ତୁରନ୍ତ ପଦକ୍ଷେପ ନ ନେଲେ ଆଗାମୀ ଦିନରେ ବୃହତ୍ତର ଆନ୍ଦୋଳନ କରାଯିବ ବୋଲି ଚେତାବନୀ ଦିଆଯାଇଛି । [206,1316,378,1520]
article-kicker: ଉଠାଜଳସେଚନ ନିଗମ କର୍ମଚାରୀଙ୍କ ଧାରଣା [22,659,363,682]
article-sarpanch-dispute [1042,656,1492,828]
article-truck-accident [8,104,164,644]
seminar-guests-photo [14,1754,290,1930]
seminar-photo-figure [14,1754,290,1945]
main-article-body: ଭବାନୀପାଟଣା, ୧।୯ (ଡି.ଏନ.ଏ.)- ପଶ୍ଚିମ ଓଡ଼ିଶାର ମହାପର୍ବ ନୂଆଁଖାଇକୁ ଆଉ ମାତ୍ର ୮ ଦିନ ବାକି ରହିଛି । ହେଲେ ବଜାରରେ ନୂଆଁ ଧାନ ଦେଖିବାକୁ ମିଳୁନାହିଁ । ନୂଆଁଖାଇ ଦିନ ନୂଆ ଧାନର ଚାଉଳରୁ ପ୍ରସ୍ତୁତ ନବାନ୍ନକୁ ଇଷ୍ଟଦେବୀଙ୍କ ନିକଟରେ ଅର୍ପଣ କରାଯାଇ ପରିବାରର ସମସ୍ତ ସଦସ୍ୟ ଏକାଠି ବସି ପ୍ରସାଦ ଗ୍ରହଣ କରିଥାନ୍ତି । ତେବେ ଚଳିତ ବର୍ଷ ମୌସୁମୀ ବିଳମ୍ବରେ ଆସିଥିବାରୁ ଧାନ ଫସଲ ଏଯାବତ୍ ପାଚି ନାହିଁ । ଫଳରେ ପର୍ବ ପାଇଁ ନୂଆ ଧାନ ମିଳିବା କଷ୍ଟକର ହୋଇପଡ଼ିଛି । ଚାଷୀମାନଙ୍କ କହିବା ଅନୁସାରେ ଗତ ବର୍ଷମାନଙ୍କରେ ଏହି ସମୟ ବେଳକୁ କେତେକ ଅଞ୍ଚଳରେ ଆଗୁଆ କିସମର ଧାନ କଟା ଆରମ୍ଭ ହୋଇଯାଉଥିଲା । କିନ୍ତୁ ଏ ବର୍ଷ ଖରିଫ ଚାଷ ବିଳମ୍ବ ହୋଇଥିବାରୁ ଅଧିକାଂଶ ଅଞ୍ଚଳରେ ଧାନ କେଣ୍ଡା ଧରିବା ଅବସ୍ଥାରେ ରହିଛି । ଭବାନୀପାଟଣା, କେସିଙ୍ଗା, ଜୁନାଗଡ଼, ଧର୍ମଗଡ଼, ଗୋଲାମୁଣ୍ଡା, ଲାଞ୍ଜିଗଡ଼ ପ୍ରଭୃତି ବ୍ଲକର ହାଟବଜାରରେ ନୂଆ ଧାନ ଖୋଜିଲେ ମିଳୁନାହିଁ । ବେପାରୀମାନେ କହିଛନ୍ତି, ଆନ୍ଧ୍ର ଓ ଛତିଶଗଡ଼ରୁ କିଛି ପରିମାଣର ନୂଆ ଧାନ ଆସୁଥିଲେ ମଧ୍ୟ ତାହାର ଦର ଅତ୍ୟଧିକ ରହିଛି । ଏଣୁ ସାଧାରଣ ଲୋକେ ପୂଜା ପାଇଁ ପୁରୁଣା ଚାଉଳ ଉପରେ ନିର୍ଭର କରିବାକୁ ବାଧ୍ୟ ହେବେ ବୋଲି ଜଣାଯାଇଛି । ଅନ୍ୟପକ୍ଷରେ ପର୍ବକୁ ନେଇ ବଜାରରେ ନୂଆ ଲୁଗାପଟା, ମିଠା ଓ ପୂଜା ସାମଗ୍ରୀର କିଣାବିକା ଜୋର ଧରିଛି । ପରମ୍ପରା ଅନୁଯାୟୀ ନୂଆଁଖାଇ ଦିନ ଇଷ୍ଟଦେବୀ ମାଣିକେଶ୍ୱରୀଙ୍କ ନିକଟରେ ନବାନ୍ନ ଲାଗି କରାଯିବ । ଏହା ପରେ ବଡ଼ମାନଙ୍କଠାରୁ ଆଶୀର୍ବାଦ ନେଇ ଜୁହାର ଭେଟର ପରମ୍ପରା ପାଳନ କରାଯାଏ । ପର୍ବକୁ ଶାନ୍ତିଶୃଙ୍ଖଳାର ସହ ପାଳନ କରିବା ପାଇଁ ଜିଲା ପ୍ରଶାସନ ପକ୍ଷରୁ ପ୍ରସ୍ତୁତି ଚାଲିଛି । ନୂଆ ଧାନ ଅଭାବରୁ ଏଥର ନବାନ୍ନ ପ୍ରସ୍ତୁତିରେ ଅସୁବିଧା ଦେଖାଦେବ ବୋଲି ବୟୋଜ୍ୟେଷ୍ଠମାନେ ଚିନ୍ତା ପ୍ରକଟ କରିଛନ୍ତି । ଏହି ପରିପ୍ରେକ୍ଷୀରେ କୃଷି ବିଭାଗ ପକ୍ଷରୁ ଆଗୁଆ କିସମର ଧାନ ଚାଷକୁ ପ୍ରୋତ୍ସାହନ ଦେବା ପାଇଁ ଦାବି ହୋଇଛି । ଗ୍ରାମାଞ୍ଚଳରେ ପର୍ବର ଆନନ୍ଦ ଉତ୍ସାହ ଲକ୍ଷ୍ୟ କରାଯାଉଥିଲେ ମଧ୍ୟ ନୂଆ ଧାନ ନ ମିଳିବା ଘଟଣା ସମସ୍ତଙ୍କୁ ଚିନ୍ତାରେ ପକାଇଛି । [176,198,352,607]
edition-masthead [8,6,488,62]
kicker-line: ନୂଆଁଖାଇ [178,162,248,184]
article-irrigation-dharana [8,656,742,1228]
paper-name: ଧରିତ୍ରୀ [1140,21,1234,54]
dharana-group-photo [198,740,558,990]
section-rule [8,648,1492,650]
article-title: ଭବାନୀପାଟଣାରେ ଗୋପବନ୍ଧୁ ଜ୍ୟୋତି [782,1103,1004,1150]
article-subtitle: ରାଷ୍ଟ୍ରପତିଙ୍କ ଉଦ୍ଦେଶ୍ୟରେ ସ୍ମାରକ ପତ୍ର ପ୍ରଦାନ [206,1273,746,1309]
article-body: ଧର୍ମଗଡ଼, ୧।୯ (ଡି.ଏନ.ଏ.)- କଳାହାଣ୍ଡି ଜିଲା ଧର୍ମଗଡ଼ ବ୍ଲକ ଅନ୍ତର୍ଗତ ଏକ ଉଚ୍ଚ ପ୍ରାଥମିକ ବିଦ୍ୟାଳୟର ପ୍ରଧାନ ଶିକ୍ଷକ ଦୀର୍ଘ ୩୮ ବର୍ଷର ସେବା ପରେ ଅବସର ଗ୍ରହଣ କରିଛନ୍ତି । ଏହି ଉପଲକ୍ଷେ ବିଦ୍ୟାଳୟ ପରିସରରେ ଏକ ବିଦାୟ ସମ୍ବର୍ଦ୍ଧନା ସମାରୋହ ଅନୁଷ୍ଠିତ ହୋଇଥିଲା । ସହକାରୀ ଶିକ୍ଷକମାନେ ତାଙ୍କୁ ପୁଷ୍ପଗୁଚ୍ଛ ଓ ଉପହାର ଦେଇ ବିଦାୟ ଜଣାଇଥିଲେ । ଅବସରପ୍ରାପ୍ତ ଶିକ୍ଷକ ଜଣକ ନିଜ ଅନୁଭୂତି ବର୍ଣ୍ଣନା କରି ଛାତ୍ରଛାତ୍ରୀମାନଙ୍କୁ ଅଧ୍ୟବସାୟୀ ହେବାକୁ ଆହ୍ୱାନ ଦେଇଥିଲେ । ଗ୍ରାମବାସୀ, ପୂର୍ବତନ ଛାତ୍ର ଓ ଶିକ୍ଷାନୁରାଗୀମାନେ ତାଙ୍କ ନିଷ୍ଠାପର ସେବାର ଭୂୟସୀ ପ୍ରଶଂସା କରିଥିଲେ । ସଭାରେ ସ୍ୱାଗତ ଭାଷଣ ପ୍ରଦାନ କରିଥିଲେ ବିଦ୍ୟାଳୟ ପରିଚାଳନା କମିଟିର ସଭାପତି । ଶେଷରେ ଧନ୍ୟବାଦ ଅର୍ପଣ କରାଯାଇଥିଲା । [756,1490,931,1648]
article-women-workshop [756,656,1030,1092]
nuakhai-kicker [178,106,290,187]
photo-caption: ଅବସର ଗ୍ରହଣ ଶିକ୍ଷକଙ୍କୁ ସମାରୋହରେ ମାନପତ୍ର ପ୍ରଦାନ କରି ସମ୍ବର୍ଦ୍ଧିତ କରାଯାଉଥିବାର ଦୃଶ୍ୟ । [1010,1454,1375,1465]
article-photo-row [8,740,742,1026]
column-divider [750,654,751,1702]
article-teacher-retirement [756,1044,1492,1700]
date-text: ସୋମବାର, ୨ ସେପ୍ଟେମ୍ବର [1215,70,1366,86]
retirement-felicitation-photo [1010,1098,1402,1450]
paper-logo [1022,16,1352,60]
article-title: ଶିକ୍ଷା ସହାୟକ ସଂଘ ଗଠିତ [1129,838,1405,870]
article-title: ଶିକ୍ଷକଙ୍କ ଅବସର ଗ୍ରହଣ [1106,1044,1442,1081]
article-title: କଳାହାଣ୍ଡିରେ ହାଇକୋର୍ଟ ବେଞ୍ଚ ପ୍ରତିଷ୍ଠା ଦାବି [206,1238,746,1273]
